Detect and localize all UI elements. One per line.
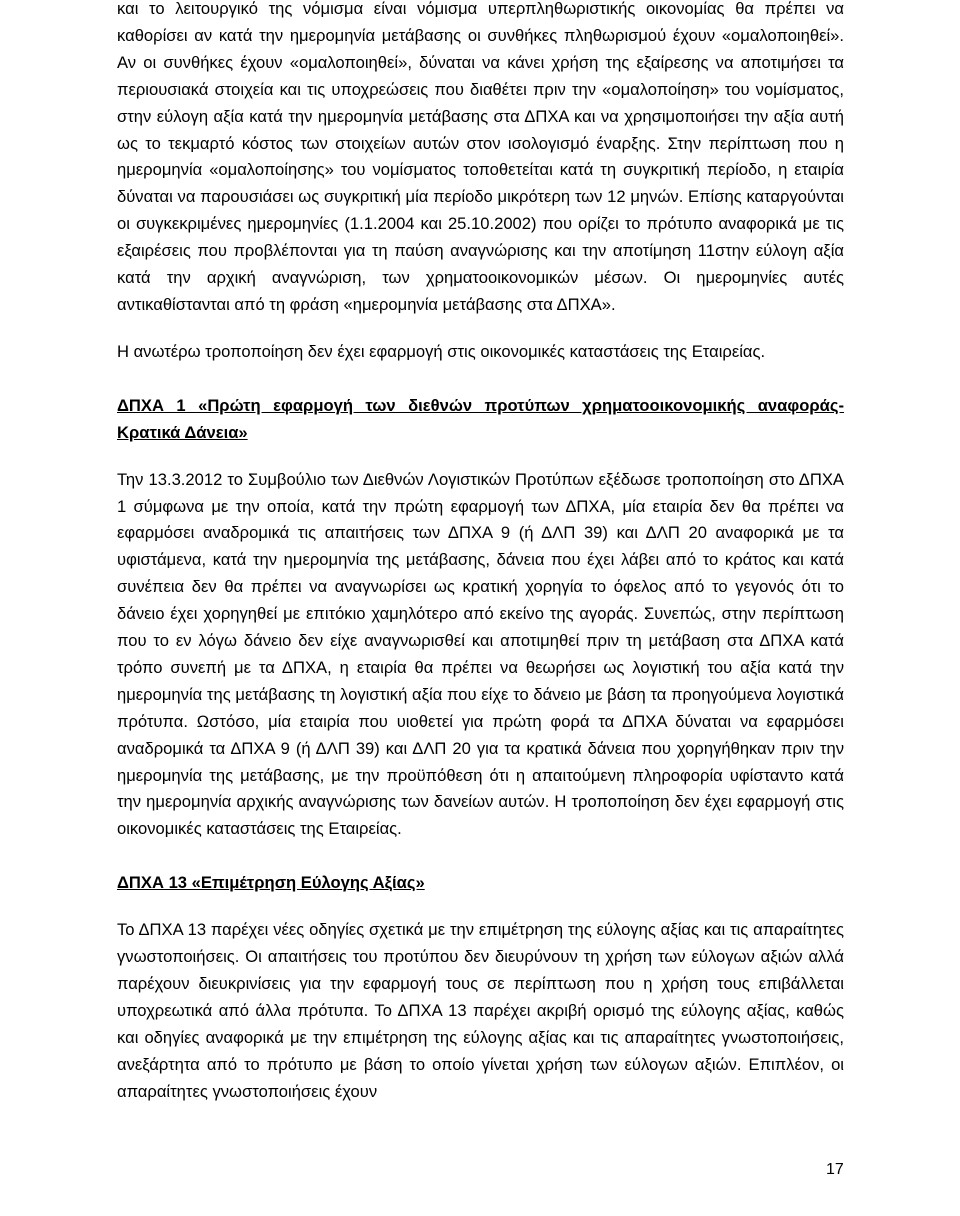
document-page (117, 0, 844, 1106)
body-paragraph: και το λειτουργικό της νόμισμα είναι νόμισμα υπερπληθωριστικής οικονομίας θα πρέπει να καθορίσει αν κατά την ημερομηνία μετάβασης οι συνθήκες πληθωρισμού έχουν «ομαλοποιηθεί». Αν οι συνθήκες έχουν «ομαλοποιηθεί», δύναται να κάνει χρήση της εξαίρεσης να αποτιμήσει τα περιουσιακά στοιχεία και τις υποχρεώσεις που διαθέτει πριν την «ομαλοποίηση» του νομίσματος, στην εύλογη αξία κατά την ημερομηνία μετάβασης στα ΔΠΧΑ και να χρησιμοποιήσει την αξία αυτή ως το τεκμαρτό κόστος των στοιχείων αυτών στον ισολογισμό έναρξης. Στην περίπτωση που η ημερομηνία «ομαλοποίησης» του νομίσματος τοποθετείται κατά τη συγκριτική περίοδο, η εταιρία δύναται να παρουσιάσει ως συγκριτική μία περίοδο μικρότερη των 12 μηνών. Επίσης καταργούνται οι συγκεκριμένες ημερομηνίες (1.1.2004 και 25.10.2002) που ορίζει το πρότυπο αναφορικά με τις εξαιρέσεις που προβλέπονται για τη παύση αναγνώρισης και την αποτίμηση 11στην εύλογη αξία κατά την αρχική αναγνώριση, των χρηματοοικονομικών μέσων. Οι ημερομηνίες αυτές αντικαθίστανται από τη φράση «ημερομηνία μετάβασης στα ΔΠΧΑ». (117, 0, 844, 314)
section-heading: ΔΠΧΑ 13 «Επιμέτρηση Εύλογης Αξίας» (117, 873, 425, 893)
body-paragraph: Το ΔΠΧΑ 13 παρέχει νέες οδηγίες σχετικά με την επιμέτρηση της εύλογης αξίας και τις απαραίτητες γνωστοποιήσεις. Οι απαιτήσεις του προτύπου δεν διευρύνουν τη χρήση των εύλογων αξιών αλλά παρέχουν διευκρινίσεις για την εφαρμογή τους σε περίπτωση που η χρήση τους επιβάλλεται υποχρεωτικά από άλλα πρότυπα. Το ΔΠΧΑ 13 παρέχει ακριβή ορισμό της εύλογης αξίας, καθώς και οδηγίες αναφορικά με την επιμέτρηση της εύλογης αξίας και τις απαραίτητες γνωστοποιήσεις, ανεξάρτητα από το πρότυπο με βάση το οποίο γίνεται χρήση των εύλογων αξιών. Επιπλέον, οι απαραίτητες γνωστοποιήσεις έχουν (117, 920, 844, 1101)
body-paragraph: Η ανωτέρω τροποποίηση δεν έχει εφαρμογή στις οικονομικές καταστάσεις της Εταιρείας. (117, 341, 766, 361)
page-number: 17 (826, 1161, 844, 1178)
body-paragraph: Την 13.3.2012 το Συμβούλιο των Διεθνών Λογιστικών Προτύπων εξέδωσε τροποποίηση στο ΔΠΧΑ 1 σύμφωνα με την οποία, κατά την πρώτη εφαρμογή των ΔΠΧΑ, μία εταιρία δεν θα πρέπει να εφαρμόσει αναδρομικά τις απαιτήσεις των ΔΠΧΑ 9 (ή ΔΛΠ 39) και ΔΛΠ 20 αναφορικά με τα υφιστάμενα, κατά την ημερομηνία της μετάβασης, δάνεια που έχει λάβει από το κράτος και κατά συνέπεια δεν θα πρέπει να αναγνωρίσει ως κρατική χορηγία το όφελος από το γεγονός ότι το δάνειο έχει χορηγηθεί με επιτόκιο χαμηλότερο από εκείνο της αγοράς. Συνεπώς, στην περίπτωση που το εν λόγω δάνειο δεν είχε αναγνωρισθεί και αποτιμηθεί πριν τη μετάβαση στα ΔΠΧΑ κατά τρόπο συνεπή με τα ΔΠΧΑ, η εταιρία θα πρέπει να θεωρήσει ως λογιστική του αξία κατά την ημερομηνία της μετάβασης τη λογιστική αξία που είχε το δάνειο με βάση τα προηγούμενα λογιστικά πρότυπα. Ωστόσο, μία εταιρία που υιοθετεί για πρώτη φορά τα ΔΠΧΑ δύναται να εφαρμόσει αναδρομικά τα ΔΠΧΑ 9 (ή ΔΛΠ 39) και ΔΛΠ 20 για τα κρατικά δάνεια που χορηγήθηκαν πριν την ημερομηνία της μετάβασης, με την προϋπόθεση ότι η απαιτούμενη πληροφορία υφίσταντο κατά την ημερομηνία αρχικής αναγνώρισης των δανείων αυτών. Η τροποποίηση δεν έχει εφαρμογή στις οικονομικές καταστάσεις της Εταιρείας. (117, 469, 844, 839)
section-heading: ΔΠΧΑ 1 «Πρώτη εφαρμογή των διεθνών προτύπων χρηματοοικονομικής αναφοράς- Κρατικά Δάνεια» (117, 395, 844, 442)
